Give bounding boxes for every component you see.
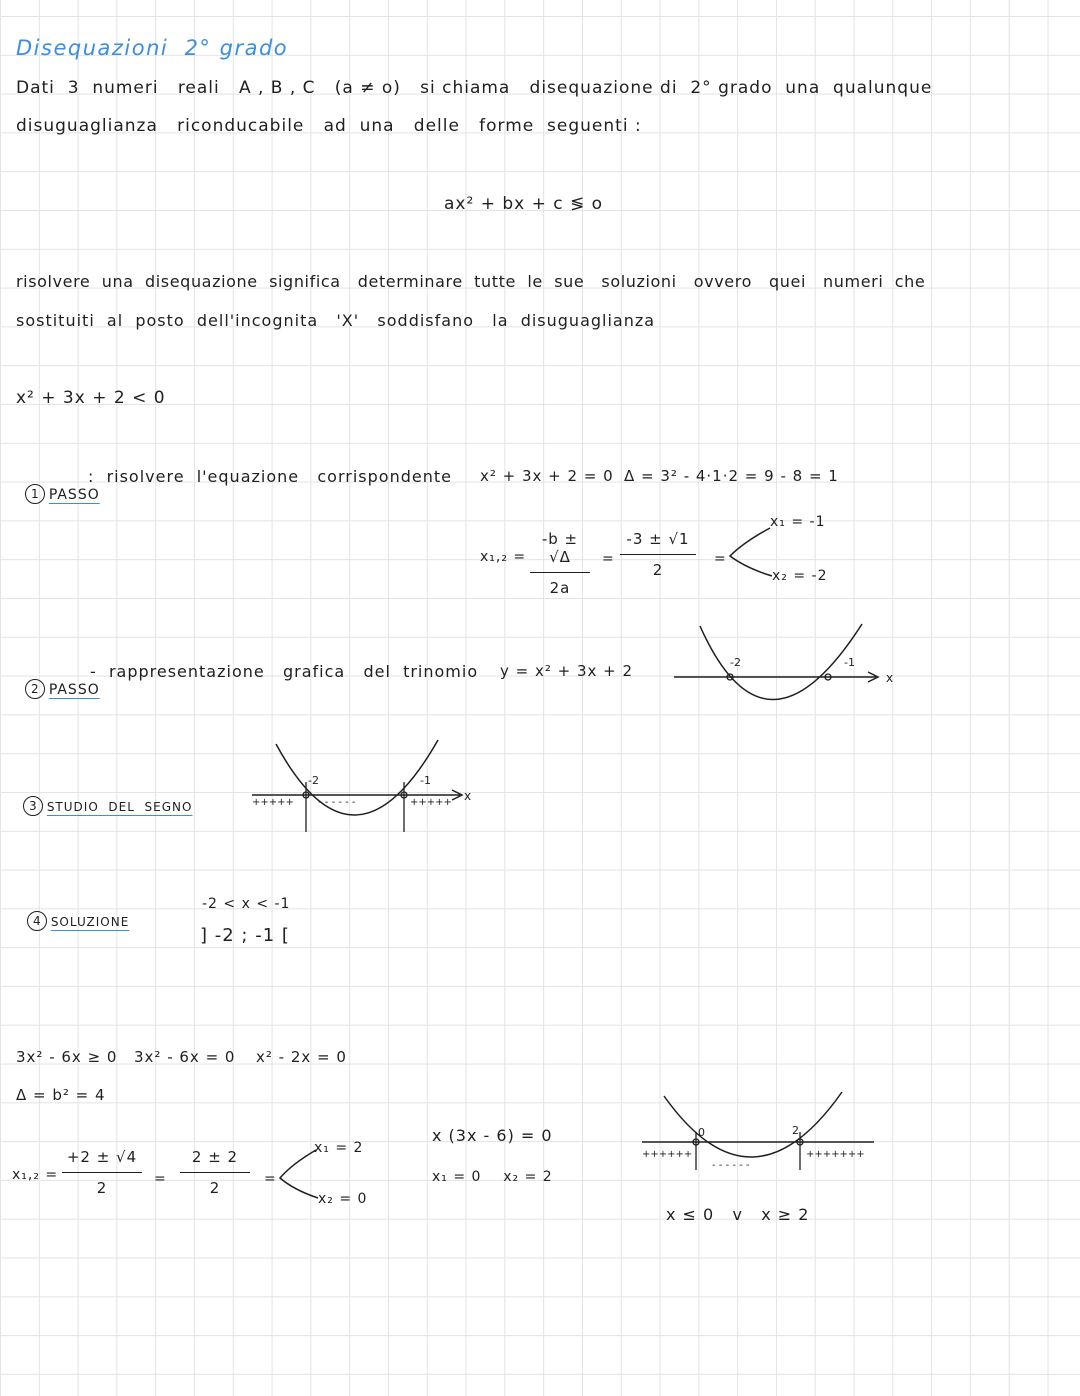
sign-plus-left: +++++ <box>252 797 294 808</box>
intro-line-1: Dati 3 numeri reali A , B , C (a ≠ o) si chiama disequazione di 2° grado una qualunque <box>16 78 933 98</box>
fraction-bar <box>180 1172 250 1173</box>
step1-label: PASSO <box>48 487 100 503</box>
step2-text: - rappresentazione grafica del trinomio <box>90 662 479 681</box>
parabola-graph-2 <box>640 1092 880 1172</box>
example2-factored: x (3x - 6) = 0 <box>432 1126 553 1145</box>
step1-root-1: x₁ = -1 <box>770 514 826 530</box>
parabola-curve <box>664 1092 842 1157</box>
step1-root-2: x₂ = -2 <box>772 568 828 584</box>
step2-number: 2 <box>25 679 45 699</box>
general-form: ax² + bx + c ≶ o <box>444 194 604 214</box>
step1-frac2-numerator: -3 ± √1 <box>626 530 690 548</box>
graph-label-left: -2 <box>730 656 741 669</box>
graph-label-left: -2 <box>308 774 319 787</box>
sign-plus-right: +++++ <box>410 797 452 808</box>
example2-root-1: x₁ = 2 <box>314 1140 364 1156</box>
step1-delta: Δ = 3² - 4·1·2 = 9 - 8 = 1 <box>624 467 839 485</box>
sign-study-graph <box>250 738 480 833</box>
graph-label-left: 0 <box>698 1126 705 1139</box>
graph-label-right: -1 <box>420 774 431 787</box>
step2-function: y = x² + 3x + 2 <box>500 662 634 680</box>
example2-inequality: 3x² - 6x ≥ 0 <box>16 1048 118 1066</box>
axis-label-x: x <box>886 671 894 685</box>
fraction-bar <box>620 554 696 555</box>
intro-line-2: disuguaglianza riconducabile ad una delle forme seguenti : <box>16 116 642 136</box>
example2-frac2-denominator: 2 <box>209 1179 221 1198</box>
example2-solution: x ≤ 0 v x ≥ 2 <box>666 1205 810 1224</box>
step1-frac2-denominator: 2 <box>652 561 664 580</box>
step1-x-label: x₁,₂ = <box>480 549 527 565</box>
step1-frac1-denominator: 2a <box>549 579 571 598</box>
example2-equals-2: = <box>264 1171 277 1187</box>
fraction-bar <box>62 1172 142 1173</box>
axis-label-x: x <box>464 789 472 803</box>
step3-header <box>10 779 192 816</box>
example2-fraction-1 <box>62 1148 142 1197</box>
fraction-bar <box>530 572 590 573</box>
example2-equation: 3x² - 6x = 0 <box>134 1048 236 1066</box>
example2-x-label: x₁,₂ = <box>12 1167 59 1183</box>
example2-roots-inline: x₁ = 0 x₂ = 2 <box>432 1169 553 1185</box>
sign-plus-left: ++++++ <box>642 1149 693 1160</box>
branch-bracket-icon <box>726 526 776 578</box>
example2-frac2-numerator: 2 ± 2 <box>191 1148 239 1166</box>
page-title: Disequazioni 2° grado <box>16 36 289 60</box>
step1-number: 1 <box>25 484 45 504</box>
step1-frac1-numerator: -b ± √Δ <box>541 530 579 566</box>
example2-simplified: x² - 2x = 0 <box>256 1048 347 1066</box>
sign-minus: - - - - - - <box>712 1160 750 1171</box>
example2-equals-1: = <box>154 1171 167 1187</box>
example2-frac1-numerator: +2 ± √4 <box>66 1148 138 1166</box>
graph-label-right: -1 <box>844 656 855 669</box>
example2-root-2: x₂ = 0 <box>318 1191 368 1207</box>
step4-number: 4 <box>27 911 47 931</box>
step4-solution-inequality: -2 < x < -1 <box>202 896 291 912</box>
example2-fraction-2 <box>180 1148 250 1197</box>
sign-minus: - - - - - - <box>318 797 356 808</box>
step2-header <box>12 662 100 699</box>
example2-delta: Δ = b² = 4 <box>16 1086 106 1104</box>
parabola-curve <box>700 624 862 700</box>
definition-line-2: sostituiti al posto dell'incognita 'X' soddisfano la disuguaglianza <box>16 311 656 330</box>
step1-equals-2: = <box>714 551 727 567</box>
step1-fraction-2 <box>620 530 696 579</box>
step4-label: SOLUZIONE <box>50 915 130 929</box>
step3-label: STUDIO DEL SEGNO <box>46 800 193 814</box>
graph-label-right: 2 <box>792 1124 799 1137</box>
example1-inequality: x² + 3x + 2 < 0 <box>16 388 166 408</box>
step4-header <box>14 894 129 931</box>
parabola-graph-1 <box>672 620 902 715</box>
step2-label: PASSO <box>48 682 100 698</box>
step1-header <box>12 467 100 504</box>
step1-fraction-1 <box>530 530 590 597</box>
example2-frac1-denominator: 2 <box>96 1179 108 1198</box>
definition-line-1: risolvere una disequazione significa determinare tutte le sue soluzioni ovvero quei numeri che <box>16 272 926 291</box>
step3-number: 3 <box>23 796 43 816</box>
step1-text: : risolvere l'equazione corrispondente <box>88 467 452 486</box>
step4-solution-interval: ] -2 ; -1 [ <box>200 925 290 946</box>
sign-plus-right: +++++++ <box>806 1149 865 1160</box>
step1-equals-1: = <box>602 551 615 567</box>
step1-equation: x² + 3x + 2 = 0 <box>480 467 614 485</box>
